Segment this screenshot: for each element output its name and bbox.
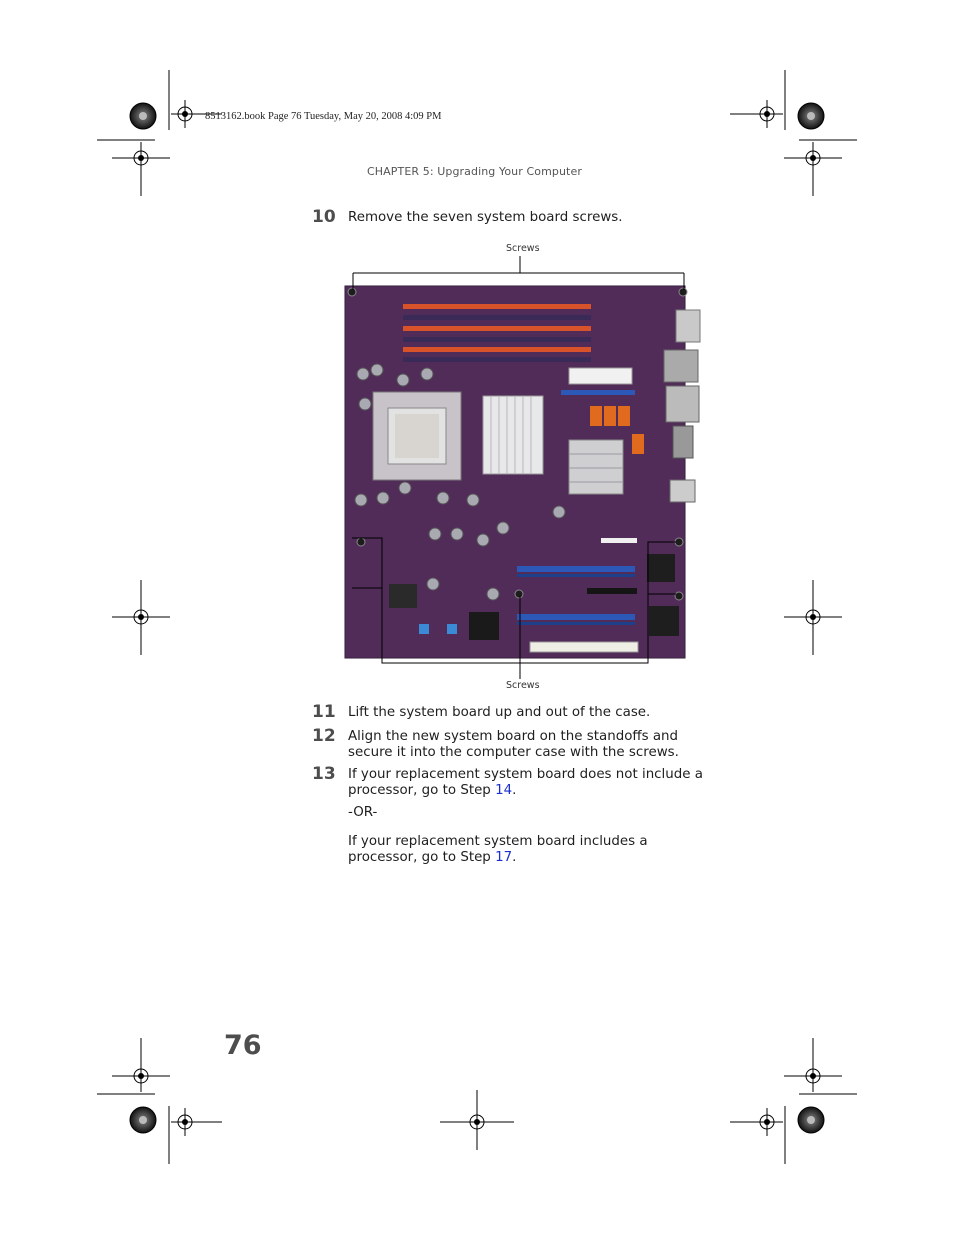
print-header: 8513162.book Page 76 Tuesday, May 20, 2008 4:09 PM <box>205 111 442 122</box>
system-board-photo <box>343 284 702 661</box>
step-text-13 <box>348 767 708 798</box>
alt-step-text <box>348 834 708 865</box>
step-13-text-before: If your replacement system board does not include a processor, go to Step <box>348 767 703 798</box>
step-17-link[interactable]: 17 <box>495 849 513 865</box>
step-14-link[interactable]: 14 <box>495 782 513 798</box>
running-head: CHAPTER 5: Upgrading Your Computer <box>367 165 582 178</box>
step-text-12: Align the new system board on the standoffs and secure it into the computer case with the screws. <box>348 729 679 760</box>
page-number: 76 <box>224 1030 262 1061</box>
figure-label-top: Screws <box>506 243 540 254</box>
step-number-10: 10 <box>312 207 336 227</box>
step-number-12: 12 <box>312 726 336 746</box>
step-number-11: 11 <box>312 702 336 722</box>
alt-step-text-after: . <box>512 849 517 865</box>
step-text-10: Remove the seven system board screws. <box>348 210 623 225</box>
step-13-text-after: . <box>512 782 517 798</box>
motherboard-illustration <box>343 284 702 661</box>
figure-label-bottom: Screws <box>506 680 540 691</box>
alt-step-text-before: If your replacement system board includes a processor, go to Step <box>348 834 648 865</box>
step-number-13: 13 <box>312 764 336 784</box>
step-text-11: Lift the system board up and out of the case. <box>348 705 651 720</box>
or-separator: -OR- <box>348 805 378 820</box>
